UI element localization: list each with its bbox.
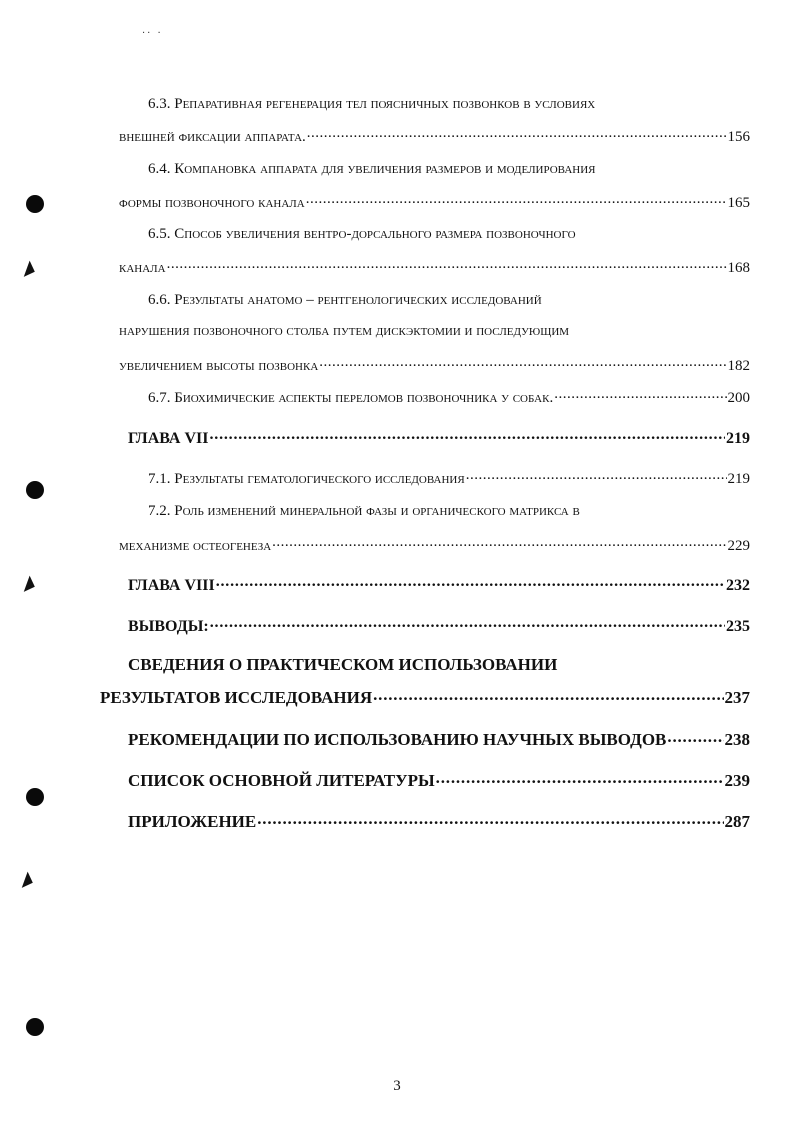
toc-entry-practical-use [100,687,750,708]
toc-entry-6-6-line-1: 6.6. Результаты анатомо – рентгенологических исследований [148,292,542,308]
toc-page-number: 165 [727,195,750,211]
page-number: 3 [393,1078,401,1094]
dot-leader [209,427,725,443]
toc-page-number: 229 [727,538,750,554]
toc-entry-6-5 [119,256,750,278]
toc-entry-7-2-line-1: 7.2. Роль изменений минеральной фазы и органического матрикса в [148,503,580,519]
toc-entry-title: ГЛАВА VII [128,430,209,447]
toc-entry-6-6 [119,354,750,376]
toc-page-number: 237 [724,688,750,707]
toc-entry-6-7 [148,386,750,408]
toc-entry-7-1 [148,467,750,489]
toc-entry-title: 7.1. Результаты гематологического исследования [148,471,465,487]
toc-entry-title: ВЫВОДЫ: [128,618,209,635]
dot-leader [319,354,726,370]
toc-page-number: 235 [726,618,750,635]
toc-entry-appendix [128,811,750,832]
toc-entry-6-3-line-1: 6.3. Репаративная регенерация тел поясничных позвонков в условиях [148,96,596,112]
toc-entry-7-2 [119,534,750,556]
toc-entry-title: канала [119,260,166,276]
toc-entry-practical-use-line-1: СВЕДЕНИЯ О ПРАКТИЧЕСКОМ ИСПОЛЬЗОВАНИИ [128,655,558,674]
dot-leader [210,615,725,631]
toc-entry-title: ПРИЛОЖЕНИЕ [128,812,257,831]
toc-entry-title: внешней фиксации аппарата. [119,129,306,145]
toc-entry-references [128,770,750,791]
scan-blot-icon: ◢ [14,867,34,890]
toc-page-number: 239 [724,771,750,790]
toc-page-number: 200 [727,390,750,406]
dot-leader [554,386,726,402]
dot-leader [167,256,727,272]
toc-entry-title: ГЛАВА VIII [128,577,215,594]
toc-entry-conclusions [128,615,750,637]
dot-leader [257,811,723,827]
toc-page-number: 182 [727,358,750,374]
dot-leader [307,125,727,141]
toc-page-number: 232 [726,577,750,594]
toc-entry-chapter-7 [128,427,750,449]
toc-page-number: 219 [727,471,750,487]
toc-page-number: 287 [724,812,750,831]
toc-entry-chapter-8 [128,574,750,596]
dot-leader [272,534,726,550]
scan-blot-icon: ◢ [16,571,36,594]
scan-blot-icon: ◢ [16,256,36,279]
dot-leader [373,687,723,703]
dot-leader [466,467,727,483]
toc-entry-title: СПИСОК ОСНОВНОЙ ЛИТЕРАТУРЫ [128,771,435,790]
scan-speck-icon: ·· · [142,28,163,39]
toc-page-number: 238 [724,730,750,749]
toc-entry-title: механизме остеогенеза [119,538,272,554]
toc-entry-recommendations [128,729,750,750]
toc-entry-title: увеличением высоты позвонка [119,358,319,374]
toc-page-number: 156 [727,129,750,145]
toc-entry-6-6-line-2: нарушения позвоночного столба путем дискэктомии и последующим [119,323,570,339]
toc-entry-6-4 [119,191,750,213]
toc-entry-6-3 [119,125,750,147]
dot-leader [216,574,725,590]
toc-entry-title: формы позвоночного канала [119,195,305,211]
dot-leader [667,729,723,745]
toc-page-number: 168 [727,260,750,276]
toc-entry-title: РЕЗУЛЬТАТОВ ИССЛЕДОВАНИЯ [100,688,373,707]
toc-entry-title: РЕКОМЕНДАЦИИ ПО ИСПОЛЬЗОВАНИЮ НАУЧНЫХ ВЫВОДОВ [128,730,667,749]
toc-entry-6-4-line-1: 6.4. Компановка аппарата для увеличения размеров и моделирования [148,161,596,177]
toc-page-number: 219 [726,430,750,447]
toc-entry-title: 6.7. Биохимические аспекты переломов позвоночника у собак. [148,390,554,406]
dot-leader [436,770,724,786]
toc-entry-6-5-line-1: 6.5. Способ увеличения вентро-дорсального размера позвоночного [148,226,576,242]
dot-leader [306,191,727,207]
